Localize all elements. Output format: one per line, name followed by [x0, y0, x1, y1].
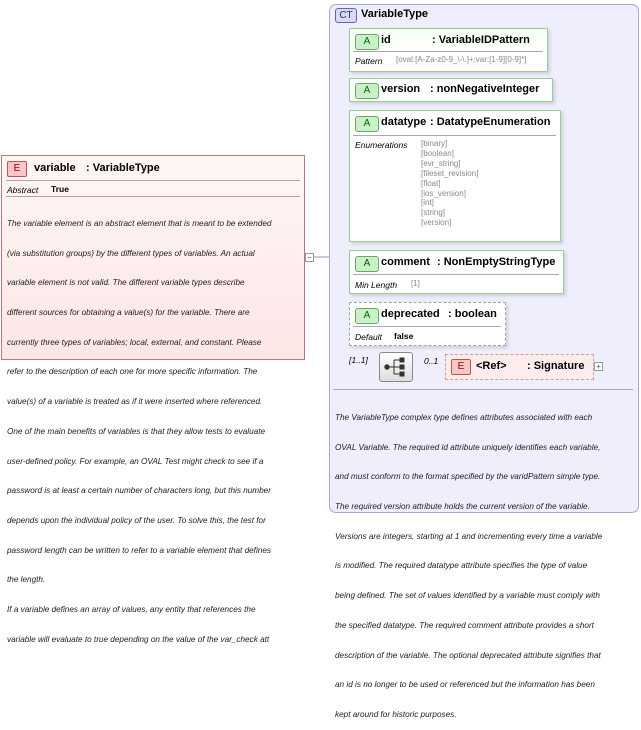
attribute-type: : NonEmptyStringType: [437, 256, 556, 268]
expand-toggle-icon[interactable]: +: [594, 362, 603, 371]
sequence-occurrence: [1..1]: [349, 355, 368, 365]
divider: [6, 180, 300, 181]
attribute-name: deprecated: [381, 308, 440, 320]
abstract-value: True: [51, 184, 69, 194]
facet-value: [oval:[A-Za-z0-9_\-\.]+:var:[1-9][0-9]*]: [396, 55, 527, 64]
enum-value: [boolean]: [421, 148, 454, 158]
element-description: [7, 199, 303, 665]
description-line: If a variable defines an array of values, any entity that references the: [7, 605, 256, 615]
attribute-name: datatype: [381, 116, 427, 128]
description-line: the specified datatype. The required comment attribute provides a short: [335, 620, 594, 630]
element-name: variable: [34, 162, 76, 174]
attribute-badge: A: [355, 34, 379, 50]
attribute-badge: A: [355, 83, 379, 99]
description-line: OVAL Variable. The required id attribute uniquely identifies each variable,: [335, 442, 601, 452]
attribute-version[interactable]: [349, 78, 553, 102]
attribute-name: comment: [381, 256, 430, 268]
collapse-toggle-icon[interactable]: −: [305, 253, 314, 262]
divider: [6, 196, 300, 197]
description-line: user-defined policy. For example, an OVAL Test might check to see if a: [7, 456, 264, 466]
enum-value: [fileset_revision]: [421, 168, 479, 178]
attribute-datatype[interactable]: [349, 110, 561, 242]
ref-type: : Signature: [527, 360, 585, 372]
description-line: The variable element is an abstract element that is meant to be extended: [7, 218, 272, 228]
element-badge: E: [7, 161, 27, 177]
facet-label: Pattern: [355, 56, 383, 66]
description-line: is modified. The required datatype attribute specifies the type of value: [335, 561, 588, 571]
description-line: variable will evaluate to true depending on the value of the var_check att: [7, 634, 270, 644]
description-line: different sources for obtaining a value(s) for the variable. There are: [7, 307, 250, 317]
description-line: (via substitution groups) by the different types of variables. An actual: [7, 248, 255, 258]
description-line: an id is no longer to be used or referenced but the information has been: [335, 680, 595, 690]
attribute-badge: A: [355, 308, 379, 324]
description-line: currently three types of variables; local, external, and constant. Please: [7, 337, 262, 347]
enum-value: [float]: [421, 178, 441, 188]
sequence-compositor[interactable]: [379, 352, 413, 382]
attribute-deprecated[interactable]: [349, 302, 506, 346]
facet-label: Min Length: [355, 280, 398, 290]
complex-type-description: [335, 393, 635, 730]
description-line: and must conform to the format specified by the varidPattern simple type.: [335, 472, 601, 482]
ref-name: <Ref>: [476, 360, 507, 372]
element-box-variable[interactable]: [1, 155, 305, 644]
description-line: password is at least a certain number of characters long, but this number: [7, 486, 271, 496]
description-line: One of the main benefits of variables is that they allow tests to evaluate: [7, 426, 266, 436]
description-line: refer to the description of each one for more specific information. The: [7, 367, 258, 377]
enum-value: [ios_version]: [421, 188, 466, 198]
enum-value: [binary]: [421, 139, 448, 148]
element-type: : VariableType: [86, 162, 160, 174]
description-line: The required version attribute holds the current version of the variable.: [335, 501, 590, 511]
description-line: the length.: [7, 575, 46, 585]
ref-element-signature[interactable]: [445, 354, 594, 380]
facet-values: [421, 139, 478, 228]
attribute-comment[interactable]: [349, 250, 564, 294]
attribute-badge: A: [355, 116, 379, 132]
element-badge: E: [451, 359, 471, 375]
attribute-id[interactable]: [349, 28, 548, 72]
enum-value: [int]: [421, 198, 434, 208]
enum-value: [version]: [421, 218, 452, 228]
description-line: value(s) of a variable is treated as if it were inserted where referenced.: [7, 397, 263, 407]
attribute-name: version: [381, 83, 421, 95]
description-line: being defined. The set of values identified by a variable must comply with: [335, 591, 600, 601]
enum-value: [string]: [421, 208, 446, 218]
divider: [333, 389, 633, 390]
attribute-type: : VariableIDPattern: [432, 34, 530, 46]
attribute-type: : DatatypeEnumeration: [430, 116, 551, 128]
description-line: The VariableType complex type defines attributes associated with each: [335, 412, 593, 422]
attribute-type: : boolean: [448, 308, 497, 320]
description-line: kept around for historic purposes.: [335, 710, 457, 719]
description-line: password length can be written to refer to a variable element that defines: [7, 545, 271, 555]
complex-type-name: VariableType: [361, 8, 429, 20]
complex-type-badge: CT: [335, 8, 357, 23]
description-line: depends upon the individual policy of the user. To solve this, the test for: [7, 516, 266, 525]
attribute-type: : nonNegativeInteger: [430, 83, 540, 95]
enum-value: [evr_string]: [421, 158, 461, 168]
description-line: variable element is not valid. The different variable types describe: [7, 278, 245, 288]
attribute-badge: A: [355, 256, 379, 272]
attribute-name: id: [381, 34, 391, 46]
description-line: description of the variable. The optional deprecated attribute signifies that: [335, 650, 601, 660]
facet-label: Enumerations: [355, 140, 408, 150]
facet-value: false: [394, 331, 414, 341]
abstract-label: Abstract: [7, 185, 39, 195]
facet-value: [1]: [411, 279, 420, 288]
description-line: Versions are integers, starting at 1 and incrementing every time a variable: [335, 531, 603, 541]
ref-occurrence: 0..1: [424, 356, 439, 366]
sequence-icon: [380, 353, 412, 381]
facet-label: Default: [355, 332, 382, 342]
